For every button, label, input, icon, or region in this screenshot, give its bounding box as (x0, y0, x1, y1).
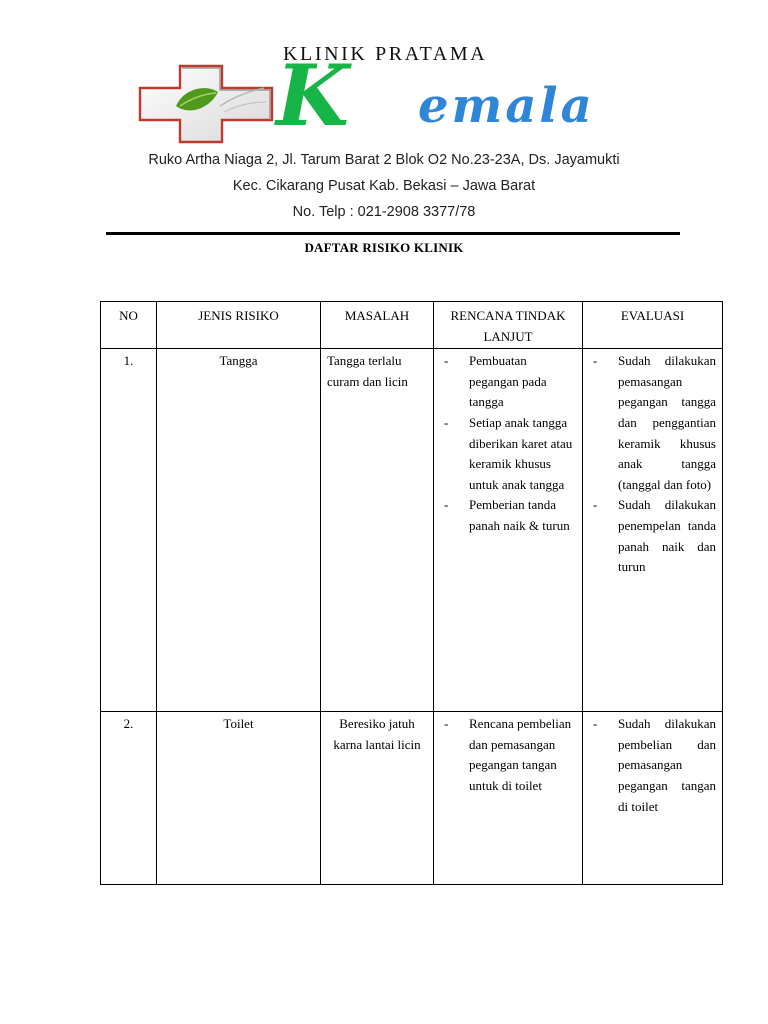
header-divider (106, 232, 680, 235)
address-line-2: Kec. Cikarang Pusat Kab. Bekasi – Jawa Barat (232, 178, 536, 194)
brand-name-rest: emala (418, 78, 595, 134)
list-item: - Sudah dilakukan penempelan tanda panah naik dan turun (589, 495, 716, 577)
cell-jenis-risiko: Tangga (157, 349, 321, 712)
address-line-1: Ruko Artha Niaga 2, Jl. Tarum Barat 2 Blok O2 No.23-23A, Ds. Jayamukti (148, 152, 620, 168)
list-item: - Sudah dilakukan pemasangan pegangan tangga dan penggantian keramik khusus anak tangga (tanggal dan foto) (589, 351, 716, 495)
cell-rencana-tindak-lanjut (434, 349, 583, 712)
cell-evaluasi (583, 349, 723, 712)
header-rencana-tindak-lanjut: RENCANA TINDAK LANJUT (434, 302, 583, 349)
list-item: - Setiap anak tangga diberikan karet atau keramik khusus untuk anak tangga (440, 413, 576, 495)
header-jenis-risiko: JENIS RISIKO (157, 302, 321, 349)
document-title: DAFTAR RISIKO KLINIK (304, 240, 464, 255)
rencana-list (440, 351, 576, 536)
cell-masalah: Beresiko jatuh karna lantai licin (321, 712, 434, 885)
brand-letter-k: K (276, 46, 350, 145)
cell-jenis-risiko: Toilet (157, 712, 321, 885)
cell-evaluasi (583, 712, 723, 885)
phone-line: No. Telp : 021-2908 3377/78 (292, 204, 476, 220)
list-item: - Sudah dilakukan pembelian dan pemasangan pegangan tangan di toilet (589, 714, 716, 817)
medical-cross-leaf-icon (136, 62, 276, 144)
header-evaluasi: EVALUASI (583, 302, 723, 349)
cell-no: 1. (101, 349, 157, 712)
list-item: - Pemberian tanda panah naik & turun (440, 495, 576, 536)
risk-table (100, 301, 723, 885)
cell-no: 2. (101, 712, 157, 885)
table-header-row (101, 302, 723, 349)
clinic-logo (128, 40, 648, 145)
evaluasi-list (589, 714, 716, 817)
evaluasi-list (589, 351, 716, 578)
header-no: NO (101, 302, 157, 349)
cell-masalah: Tangga terlalu curam dan licin (321, 349, 434, 712)
list-item: - Rencana pembelian dan pemasangan pegangan tangan untuk di toilet (440, 714, 576, 796)
table-row (101, 712, 723, 885)
header-masalah: MASALAH (321, 302, 434, 349)
list-item: - Pembuatan pegangan pada tangga (440, 351, 576, 413)
cell-rencana-tindak-lanjut (434, 712, 583, 885)
rencana-list (440, 714, 576, 796)
clinic-prefix: KLINIK PRATAMA (283, 43, 488, 65)
table-row (101, 349, 723, 712)
